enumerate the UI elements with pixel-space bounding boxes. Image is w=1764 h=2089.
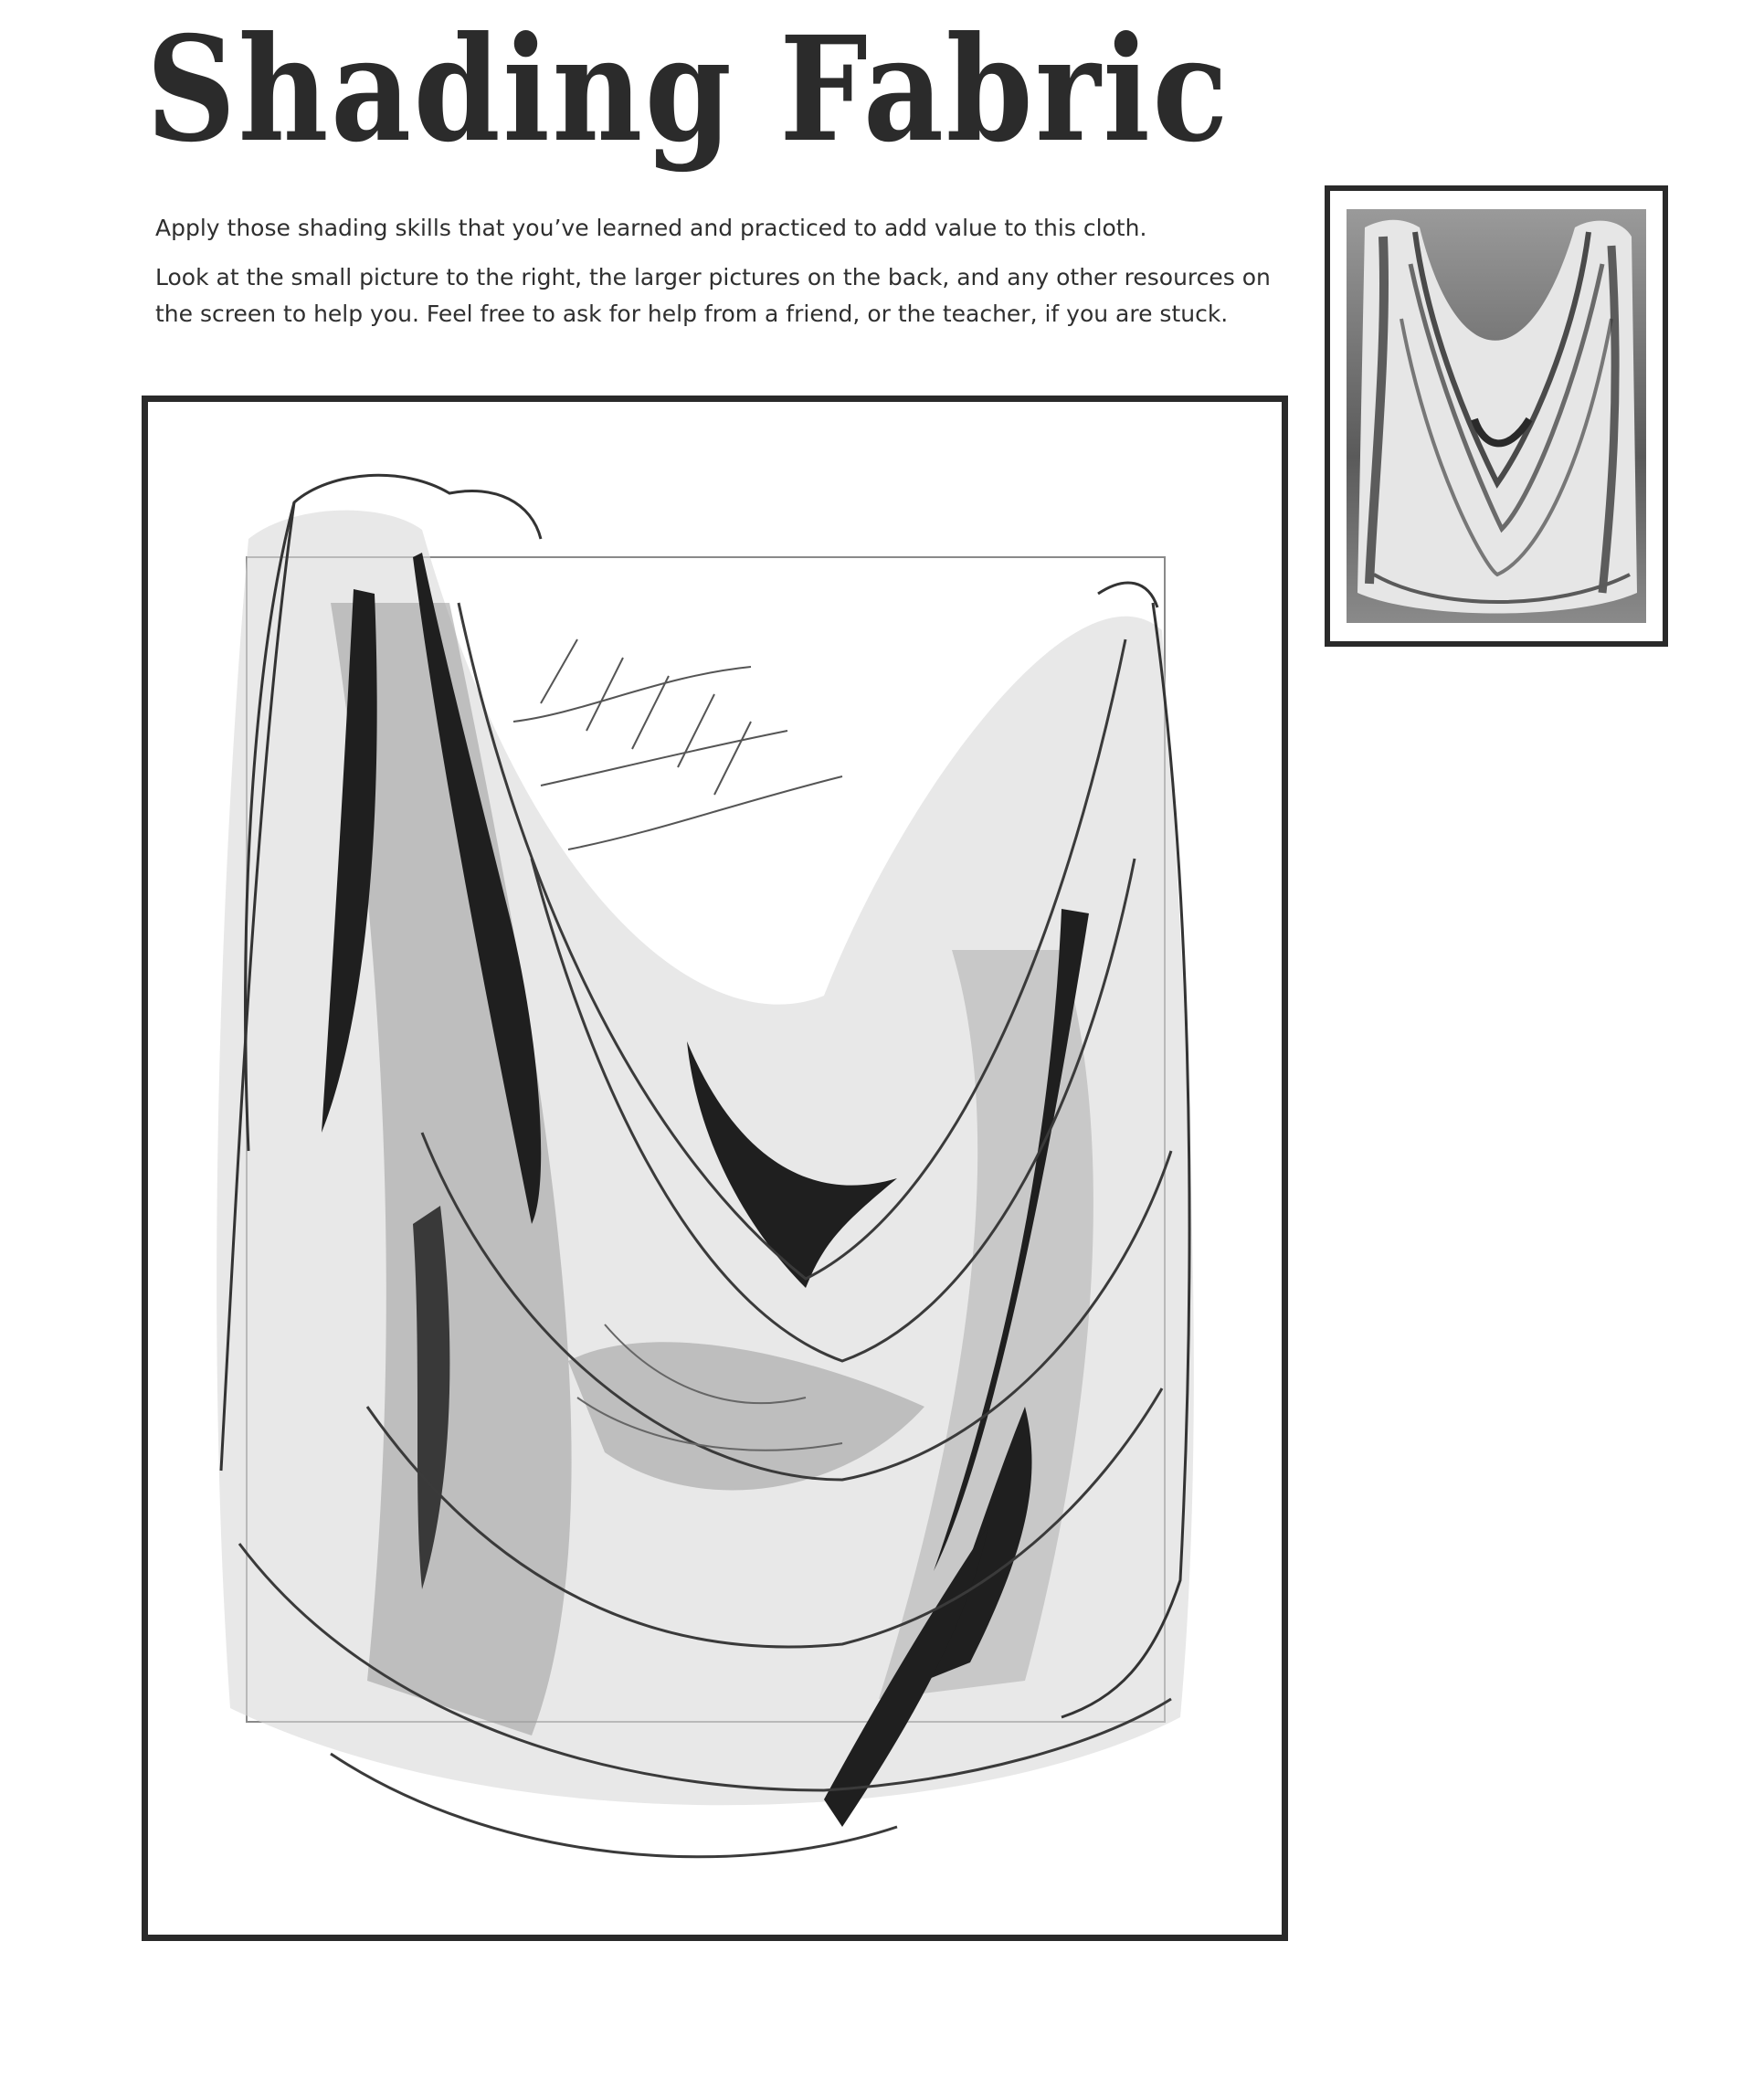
student-drapery-drawing [148, 402, 1282, 1935]
reference-drapery-image [1347, 209, 1646, 623]
instructions [155, 210, 1279, 345]
reference-picture-frame [1325, 185, 1668, 647]
student-drawing-frame [142, 396, 1288, 1941]
instruction-paragraph-1: Apply those shading skills that you’ve learned and practiced to add value to this cloth. [155, 215, 1147, 241]
instruction-paragraph-2: Look at the small picture to the right, the larger pictures on the back, and any other resources on the screen to help you. Feel free to ask for help from a friend, or the teacher, if you are stuck. [155, 264, 1271, 327]
worksheet-title: Shading Fabric [146, 5, 1231, 174]
